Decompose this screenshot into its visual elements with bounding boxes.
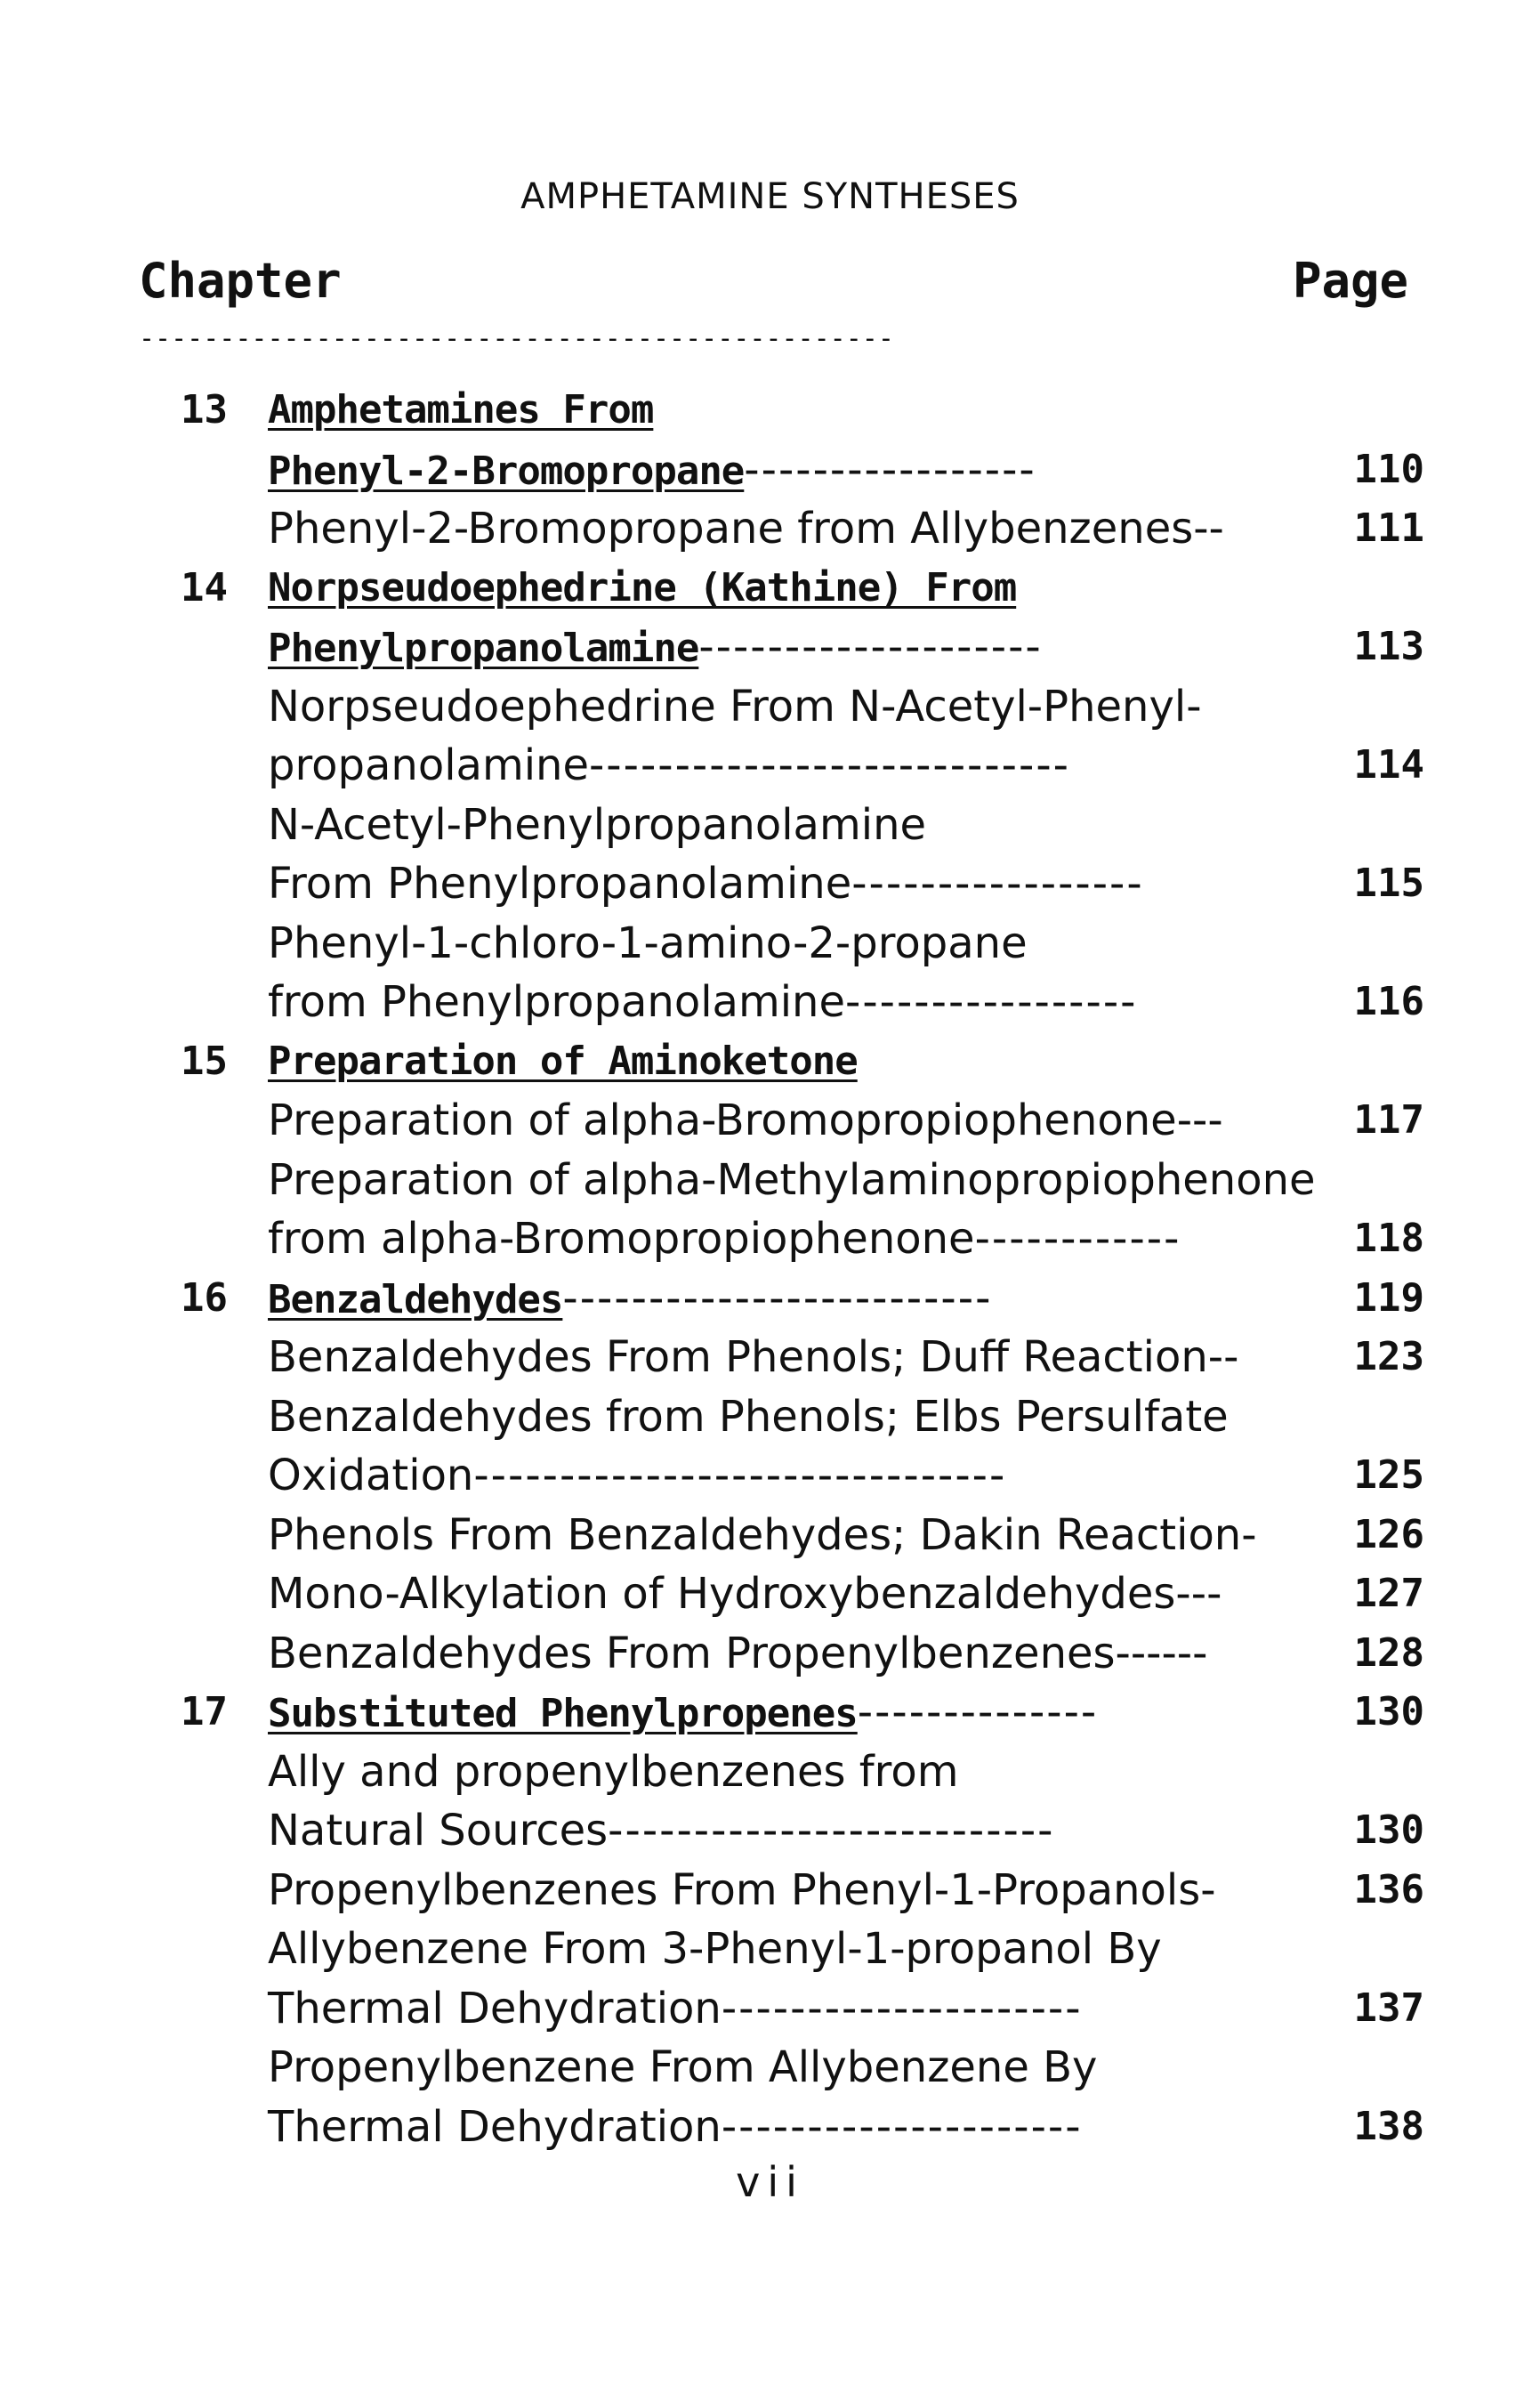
toc-row — [0, 2038, 1540, 2098]
dot-leader: ----------------- — [845, 977, 1138, 1027]
toc-row — [0, 1979, 1540, 2039]
toc-row — [0, 736, 1540, 796]
page-number: 137 — [1353, 1985, 1424, 2031]
dot-leader: ------------ — [974, 1214, 1181, 1264]
section-title — [268, 914, 1291, 973]
toc-row — [0, 1801, 1540, 1861]
entry-title: Amphetamines From — [268, 387, 654, 433]
section-title — [268, 499, 1291, 558]
chapter-title — [268, 559, 1291, 618]
section-title — [268, 736, 1291, 795]
page-number: 110 — [1353, 446, 1424, 492]
toc-row — [0, 1387, 1540, 1447]
section-title — [268, 1328, 1291, 1386]
page-number: 128 — [1353, 1629, 1424, 1676]
section-title — [268, 1861, 1291, 1920]
entry-title: Phenyl-2-Bromopropane — [268, 448, 745, 494]
dot-leader: --------------------- — [721, 1983, 1083, 2033]
section-title — [268, 1920, 1291, 1978]
toc-row — [0, 1151, 1540, 1210]
section-title — [268, 1564, 1291, 1623]
entry-title: Thermal Dehydration — [268, 1983, 722, 2033]
toc-row — [0, 1032, 1540, 1092]
toc-row — [0, 914, 1540, 974]
toc-row — [0, 1861, 1540, 1920]
dashed-rule — [139, 323, 1411, 354]
entry-title: Norpseudoephedrine From N-Acetyl-Phenyl- — [268, 681, 1202, 732]
toc-row — [0, 499, 1540, 559]
dot-leader: -------------- — [857, 1687, 1099, 1737]
chapter-title — [268, 618, 1291, 678]
section-title — [268, 2098, 1291, 2156]
section-title — [268, 1801, 1291, 1860]
toc-row — [0, 1209, 1540, 1269]
chapter-number: 17 — [181, 1689, 228, 1734]
section-title — [268, 1624, 1291, 1683]
section-title — [268, 1979, 1291, 2038]
dot-leader: ----------------- — [851, 859, 1144, 909]
entry-title: Propenylbenzenes From Phenyl-1-Propanols- — [268, 1864, 1216, 1915]
page-number: 111 — [1353, 505, 1424, 551]
toc-row — [0, 1506, 1540, 1565]
entry-title: Natural Sources — [268, 1806, 609, 1855]
entry-title: Propenylbenzene From Allybenzene By — [268, 2042, 1098, 2092]
page-number: 119 — [1353, 1274, 1424, 1321]
toc-row — [0, 1091, 1540, 1151]
entry-title: From Phenylpropanolamine — [268, 859, 852, 909]
entry-title: Benzaldehydes from Phenols; Elbs Persulfate — [268, 1391, 1229, 1442]
toc-row — [0, 559, 1540, 618]
page-number: 125 — [1353, 1452, 1424, 1498]
entry-title: Phenyl-2-Bromopropane from Allybenzenes-- — [268, 504, 1224, 554]
chapter-number: 16 — [181, 1274, 228, 1321]
entry-title: Ally and propenylbenzenes from — [268, 1746, 959, 1797]
entry-title: Benzaldehydes — [268, 1276, 563, 1322]
entry-title: Phenylpropanolamine — [268, 626, 699, 671]
page-number: 136 — [1353, 1866, 1424, 1912]
toc-row — [0, 796, 1540, 855]
page-number: 123 — [1353, 1334, 1424, 1379]
chapter-number: 13 — [181, 387, 228, 433]
dashed-rule-text: ----------------------------------------------- — [139, 323, 894, 354]
toc-row — [0, 1269, 1540, 1329]
section-title — [268, 2038, 1291, 2097]
entry-title: Preparation of alpha-Methylaminopropiophenone — [268, 1154, 1316, 1205]
running-header: AMPHETAMINE SYNTHESES — [520, 176, 1020, 217]
section-title — [268, 854, 1291, 913]
toc-row — [0, 677, 1540, 737]
entry-title: Phenyl-1-chloro-1-amino-2-propane — [268, 918, 1028, 968]
toc-row — [0, 854, 1540, 914]
entry-title: Oxidation — [268, 1451, 474, 1500]
page-number: 127 — [1353, 1571, 1424, 1616]
page-number: 114 — [1353, 742, 1424, 788]
page-number: 130 — [1353, 1689, 1424, 1734]
entry-title: Benzaldehydes From Propenylbenzenes------ — [268, 1628, 1208, 1678]
page-number: 113 — [1353, 624, 1424, 669]
section-title — [268, 1209, 1291, 1268]
page-number: 126 — [1353, 1511, 1424, 1557]
entry-title: Phenols From Benzaldehydes; Dakin Reaction- — [268, 1509, 1257, 1560]
toc-row — [0, 1328, 1540, 1387]
page-number: 138 — [1353, 2103, 1424, 2149]
toc-row — [0, 441, 1540, 500]
dot-leader: --------------------- — [721, 2101, 1083, 2152]
page-number: 115 — [1353, 861, 1424, 906]
dot-leader: ------------------------------- — [473, 1451, 1007, 1500]
page-number: 117 — [1353, 1097, 1424, 1143]
toc-row — [0, 1683, 1540, 1742]
page-number: 116 — [1353, 979, 1424, 1024]
dot-leader: ---------------------------- — [588, 740, 1070, 790]
entry-title: Allybenzene From 3-Phenyl-1-propanol By — [268, 1924, 1162, 1974]
dot-leader: ------------------------- — [562, 1273, 993, 1323]
entry-title: Preparation of alpha-Bromopropiophenone--- — [268, 1095, 1223, 1145]
dot-leader: ----------------- — [744, 444, 1036, 495]
section-title — [268, 1446, 1291, 1505]
page-column-heading: Page — [1292, 253, 1408, 309]
chapter-title — [268, 1032, 1291, 1091]
chapter-number: 14 — [181, 564, 228, 610]
section-title — [268, 1091, 1291, 1150]
section-title — [268, 1742, 1291, 1801]
entry-title: Benzaldehydes From Phenols; Duff Reaction-- — [268, 1332, 1239, 1382]
section-title — [268, 1387, 1291, 1446]
section-title — [268, 973, 1291, 1031]
toc-row — [0, 1446, 1540, 1506]
section-title — [268, 677, 1291, 736]
entry-title: propanolamine — [268, 740, 589, 790]
dot-leader: -------------------------- — [608, 1806, 1055, 1855]
section-title — [268, 1151, 1380, 1209]
entry-title: Thermal Dehydration — [268, 2101, 722, 2152]
toc-row — [0, 1624, 1540, 1684]
page-number: 130 — [1353, 1807, 1424, 1853]
table-of-contents — [0, 381, 1540, 2156]
dot-leader: -------------------- — [698, 622, 1043, 672]
entry-title: Substituted Phenylpropenes — [268, 1691, 858, 1736]
toc-row — [0, 973, 1540, 1032]
toc-row — [0, 618, 1540, 677]
entry-title: from Phenylpropanolamine — [268, 977, 846, 1027]
section-title — [268, 1506, 1291, 1564]
entry-title: from alpha-Bromopropiophenone — [268, 1214, 975, 1264]
page-number-footer: vii — [736, 2158, 804, 2206]
chapter-title — [268, 441, 1291, 501]
toc-row — [0, 1564, 1540, 1624]
toc-row — [0, 381, 1540, 441]
chapter-title — [268, 1683, 1291, 1743]
entry-title: N-Acetyl-Phenylpropanolamine — [268, 799, 927, 850]
entry-title: Preparation of Aminoketone — [268, 1038, 858, 1084]
chapter-title — [268, 1269, 1291, 1330]
entry-title: Norpseudoephedrine (Kathine) From — [268, 564, 1017, 610]
chapter-title — [268, 381, 1291, 440]
page-number: 118 — [1353, 1216, 1424, 1261]
toc-row — [0, 1920, 1540, 1979]
toc-row — [0, 1742, 1540, 1802]
entry-title: Mono-Alkylation of Hydroxybenzaldehydes--- — [268, 1569, 1222, 1619]
chapter-column-heading: Chapter — [139, 253, 342, 309]
section-title — [268, 796, 1291, 854]
chapter-number: 15 — [181, 1038, 228, 1084]
toc-row — [0, 2098, 1540, 2157]
